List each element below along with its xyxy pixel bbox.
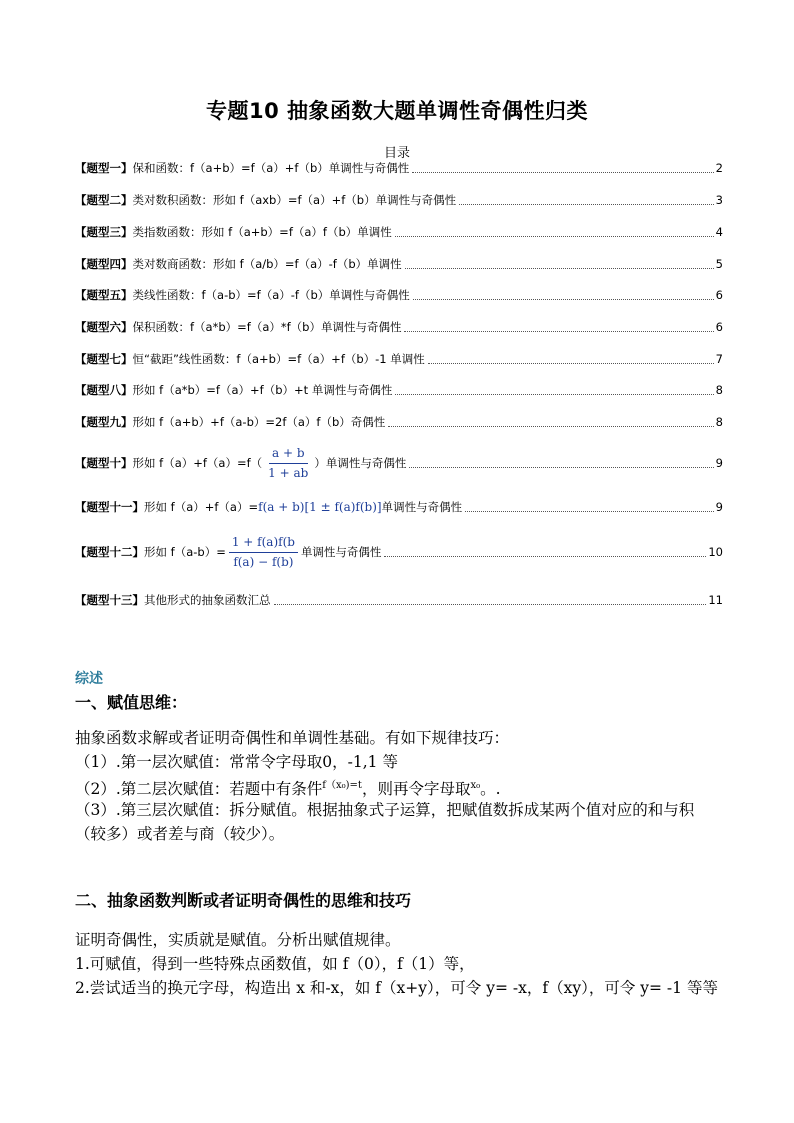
summary-label: 综述 <box>75 671 103 687</box>
list-item-text: （2）.第二层次赋值：若题中有条件 <box>75 780 323 799</box>
toc-item-text-after: ）单调性与奇偶性 <box>314 456 407 470</box>
fraction <box>265 446 311 481</box>
toc-item[interactable] <box>75 351 723 367</box>
toc-item-text-after: 单调性与奇偶性 <box>300 545 382 559</box>
fraction <box>229 535 298 570</box>
fraction-numerator: a + b <box>269 446 308 464</box>
toc-item-text <box>133 446 407 481</box>
math-expression: f(a + b)[1 ± f(a)f(b)] <box>258 500 382 514</box>
toc-item-page: 6 <box>715 320 723 334</box>
page-title: 专题10 抽象函数大题单调性奇偶性归类 <box>205 99 589 123</box>
toc-item-label: 【题型三】 <box>75 225 133 239</box>
toc-item-page: 2 <box>715 161 723 175</box>
toc-item-page: 10 <box>708 545 723 559</box>
toc-item-page: 4 <box>715 225 723 239</box>
list-item-text: 。. <box>480 780 501 799</box>
toc-heading: 目录 <box>383 146 410 161</box>
toc-item-label: 【题型十一】 <box>75 500 144 514</box>
paragraph: 抽象函数求解或者证明奇偶性和单调性基础。有如下规律技巧： <box>75 729 510 747</box>
toc-item-text <box>144 535 381 570</box>
toc-item-label: 【题型十】 <box>75 456 133 470</box>
toc-item[interactable] <box>75 445 723 481</box>
toc-item[interactable] <box>75 160 723 176</box>
toc-item[interactable] <box>75 192 723 208</box>
toc-item-label: 【题型一】 <box>75 161 133 175</box>
toc-item-text-before: 形如 f（a-b）= <box>144 545 226 559</box>
section-heading: 一、赋值思维： <box>75 693 188 712</box>
paragraph: 证明奇偶性，实质就是赋值。分析出赋值规律。 <box>75 931 401 949</box>
list-item-text: ，则再令字母取 <box>361 780 471 799</box>
toc-item-page: 3 <box>715 193 723 207</box>
toc-item-text: 形如 f（a+b）+f（a-b）=2f（a）f（b）奇偶性 <box>132 415 386 429</box>
toc-item-text: 类指数函数：形如 f（a+b）=f（a）f（b）单调性 <box>132 225 392 239</box>
toc-item-label: 【题型五】 <box>75 288 133 302</box>
toc-item-label: 【题型七】 <box>75 352 133 366</box>
toc-item-label: 【题型十二】 <box>75 545 144 559</box>
toc-item-page: 8 <box>715 383 723 397</box>
toc-item[interactable] <box>75 534 723 570</box>
toc-leader <box>412 172 713 173</box>
toc-item[interactable] <box>75 224 723 240</box>
toc-leader <box>409 467 713 468</box>
toc-item[interactable] <box>75 414 723 430</box>
toc-item-page: 6 <box>715 288 723 302</box>
toc-item-text: 形如 f（a*b）=f（a）+f（b）+t 单调性与奇偶性 <box>132 383 393 397</box>
toc-leader <box>428 363 714 364</box>
toc-item-label: 【题型四】 <box>75 257 133 271</box>
toc-leader <box>388 426 713 427</box>
toc-item-text: 其他形式的抽象函数汇总 <box>144 593 271 607</box>
toc-item[interactable] <box>75 256 723 272</box>
toc-leader <box>395 236 714 237</box>
toc-item-label: 【题型九】 <box>75 415 133 429</box>
toc-item-page: 9 <box>715 500 723 514</box>
fraction-denominator: 1 + ab <box>268 465 309 480</box>
toc-leader <box>405 268 714 269</box>
toc-item-page: 7 <box>715 352 723 366</box>
toc-item[interactable] <box>75 382 723 398</box>
toc-item-page: 5 <box>715 257 723 271</box>
toc-item-label: 【题型二】 <box>75 193 133 207</box>
math-condition: f（x₀)=t <box>322 780 362 791</box>
toc-item-text <box>144 499 462 515</box>
toc-leader <box>459 204 714 205</box>
toc-item[interactable] <box>75 499 723 515</box>
toc-item-text-before: 形如 f（a）+f（a）= <box>144 500 259 514</box>
list-item: （3）.第三层次赋值：拆分赋值。根据抽象式子运算，把赋值数拆成某两个值对应的和与积（较多）或者差与商（较少）。 <box>75 801 695 843</box>
list-item: （1）.第一层次赋值：常常令字母取0，-1,1 等 <box>75 753 398 771</box>
toc-item-text: 类对数积函数：形如 f（axb）=f（a）+f（b）单调性与奇偶性 <box>132 193 457 207</box>
math-variable: x₀ <box>470 780 481 791</box>
toc-leader <box>465 511 714 512</box>
toc-item-page: 9 <box>715 456 723 470</box>
paragraph: 1.可赋值，得到一些特殊点函数值，如 f（0），f（1）等， <box>75 955 475 973</box>
toc-leader <box>274 604 707 605</box>
toc-leader <box>395 394 713 395</box>
toc-leader <box>413 299 714 300</box>
toc-item-text: 保和函数：f（a+b）=f（a）+f（b）单调性与奇偶性 <box>132 161 410 175</box>
fraction-numerator: 1 + f(a)f(b <box>229 535 298 553</box>
toc-item-page: 8 <box>715 415 723 429</box>
toc-item-page: 11 <box>708 593 723 607</box>
toc-item-text: 恒“截距”线性函数：f（a+b）=f（a）+f（b）-1 单调性 <box>132 352 425 366</box>
section-heading: 二、抽象函数判断或者证明奇偶性的思维和技巧 <box>75 891 412 910</box>
toc-item-label: 【题型十三】 <box>75 593 144 607</box>
toc-item-text: 类对数商函数：形如 f（a/b）=f（a）-f（b）单调性 <box>132 257 402 271</box>
toc-item-text-before: 形如 f（a）+f（a）=f（ <box>132 456 263 470</box>
toc-leader <box>384 556 706 557</box>
toc-item-text: 类线性函数：f（a-b）=f（a）-f（b）单调性与奇偶性 <box>132 288 410 302</box>
toc-item[interactable] <box>75 592 723 608</box>
toc-item-text: 保积函数：f（a*b）=f（a）*f（b）单调性与奇偶性 <box>132 320 402 334</box>
toc-item-label: 【题型八】 <box>75 383 133 397</box>
toc-item[interactable] <box>75 319 723 335</box>
toc-item[interactable] <box>75 287 723 303</box>
toc-item-label: 【题型六】 <box>75 320 133 334</box>
toc-item-text-after: 单调性与奇偶性 <box>381 500 463 514</box>
paragraph: 2.尝试适当的换元字母，构造出 x 和-x，如 f（x+y），可令 y= -x，f（xy），可令 y= -1 等等 <box>75 979 718 997</box>
fraction-denominator: f(a) − f(b) <box>233 554 294 569</box>
toc-leader <box>404 331 713 332</box>
